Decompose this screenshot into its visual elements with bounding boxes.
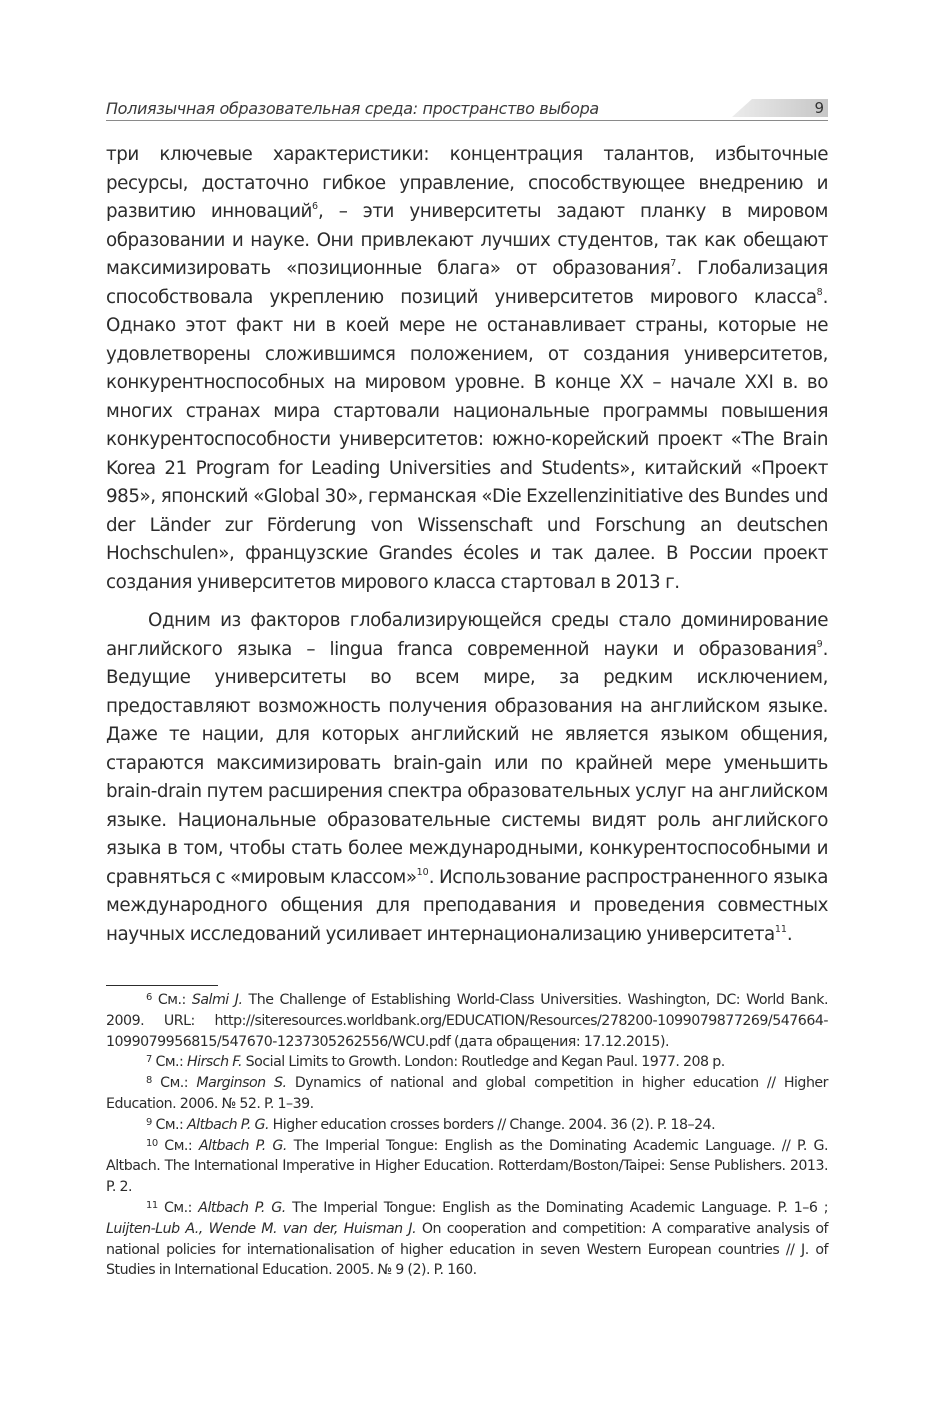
footnote-11: $^{11}$ См.: Altbach P. G. The Imperial Tongue: English as the Dominating Academic Language. P. 1–6 ; Luijten-Lub A., Wende M. van der, Huisman J. On cooperation and competition: A comparative analysis of national policies for internationalisation of higher education in seven Western European countries // J. of Studies in International Education. 2005. № 9 (2). P. 160. [106, 1199, 828, 1279]
running-header-title: Полиязычная образовательная среда: пространство выбора [106, 99, 599, 118]
footnote-ref: 11 [774, 923, 787, 935]
footnote-9: $^9$ См.: Altbach P. G. Higher education crosses borders // Change. 2004. 36 (2). P. 18–24. [146, 1116, 716, 1133]
running-header [106, 96, 828, 122]
paragraph-1: три ключевые характеристики: концентрация талантов, избыточные ресурсы, достаточно гибкое управление, способствующее внедрению и развитию инноваций$^6$, – эти университеты задают планку в мировом образовании и науке. Они привлекают лучших студентов, так как обещают максимизировать «позиционные блага» от образования$^7$. Глобализация способствовала укреплению позиций университетов мирового класса$^8$. Однако этот факт ни в коей мере не останавливает страны, которые не удовлетворены сложившимся положением, от создания университетов, конкурентноспособных на мировом уровне. В конце XX – начале XXI в. во многих странах мира стартовали национальные программы повышения конкурентоспособности университетов: южно-корейский проект «The Brain Korea 21 Program for Leading Universities and Students», китайский «Проект 985», японский «Global 30», германская «Die Exzellenzinitiative des Bundes und der Länder zur Förderung von Wissenschaft und Forschung an deutschen Hochschulen», французские Grandes écoles и так далее. В России проект создания университетов мирового класса стартовал в 2013 г. [106, 144, 828, 593]
footnote-6: $^6$ См.: Salmi J. The Challenge of Establishing World-Class Universities. Washington, DC: World Bank. 2009. URL: http://siteresources.worldbank.org/EDUCATION/Resources/278200-1099079877269/547664-1099079956815/547670-1237305262556/WCU.pdf (дата обращения: 17.12.2015). [106, 992, 828, 1050]
footnote-ref: 9 [816, 638, 823, 650]
main-text [106, 141, 828, 949]
footnote-ref: 8 [816, 286, 823, 298]
footnote-8: $^8$ См.: Marginson S. Dynamics of national and global competition in higher education // Higher Education. 2006. № 52. P. 1–39. [106, 1075, 828, 1112]
footnote-7: $^7$ См.: Hirsch F. Social Limits to Growth. London: Routledge and Kegan Paul. 1977. 208 p. [146, 1054, 725, 1071]
footnotes [106, 990, 828, 1281]
footnote-separator [106, 985, 218, 986]
footnote-ref: 10 [416, 866, 429, 878]
page-number: 9 [814, 99, 824, 117]
header-rule [106, 120, 828, 121]
paragraph-2: Одним из факторов глобализирующейся среды стало доминирование английского языка – lingua franca современной науки и образования$^9$. Ведущие университеты во всем мире, за редким исключением, предоставляют возможность получения образования на английском языке. Даже те нации, для которых английский не является языком общения, стараются максимизировать brain-gain или по крайней мере уменьшить brain-drain путем расширения спектра образовательных услуг на английском языке. Национальные образовательные системы видят роль английского языка в том, чтобы стать более международными, конкурентоспособными и сравняться с «мировым классом»$^{10}$. Использование распространенного языка международного общения для преподавания и проведения совместных научных исследований усиливает интернационализацию университета$^{11}$. [106, 610, 828, 945]
footnote-ref: 6 [311, 200, 319, 212]
footnote-10: $^{10}$ См.: Altbach P. G. The Imperial Tongue: English as the Dominating Academic Language. // P. G. Altbach. The International Imperative in Higher Education. Rotterdam/Boston/Taipei: Sense Publishers. 2013. P. 2. [106, 1137, 828, 1196]
footnote-ref: 7 [670, 257, 677, 269]
